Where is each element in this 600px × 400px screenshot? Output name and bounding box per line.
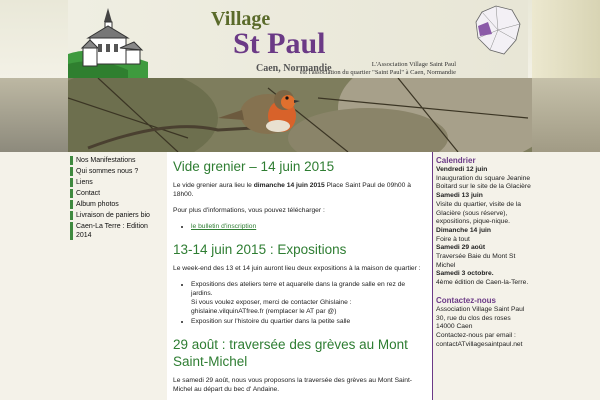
- nav-item-album-photos[interactable]: Album photos: [70, 200, 164, 209]
- nav-item-liens[interactable]: Liens: [70, 178, 164, 187]
- post-paragraph: [173, 181, 426, 199]
- nav-item-qui-sommes-nous[interactable]: Qui sommes nous ?: [70, 167, 164, 176]
- nav-item-paniers-bio[interactable]: Livraison de paniers bio: [70, 211, 164, 220]
- event-date: Samedi 13 juin: [436, 192, 483, 200]
- header: [0, 0, 600, 78]
- association-line1: L'Association Village Saint Paul: [371, 61, 456, 68]
- contact-heading: Contactez-nous: [436, 295, 496, 305]
- contact-line: 14000 Caen: [436, 323, 473, 331]
- calendar-event: [436, 166, 532, 192]
- nav-item-caen-la-terre[interactable]: Caen-La Terre : Edition 2014: [70, 222, 164, 240]
- event-date: Vendredi 12 juin: [436, 166, 488, 173]
- event-text: Visite du quartier, visite de la Glacière (sous réserve), expositions, pique-nique.: [436, 200, 522, 226]
- contact-line: Association Village Saint Paul: [436, 305, 525, 313]
- calendar-event: [436, 270, 532, 287]
- list-item: • Exposition sur l'histoire du quartier dans la petite salle: [191, 317, 426, 326]
- bulletin-link[interactable]: le bulletin d'inscription: [191, 223, 257, 230]
- banner-left-panel: [0, 78, 68, 152]
- list-item: [191, 222, 426, 231]
- contact-line: 30, rue du clos des roses: [436, 314, 511, 322]
- event-text: Foire à tout: [436, 235, 470, 243]
- post-date: dimanche 14 juin 2015: [253, 182, 325, 189]
- sidebar-nav: [70, 156, 164, 242]
- post-title[interactable]: 13-14 juin 2015 : Expositions: [173, 242, 347, 257]
- list-text: Expositions des ateliers terre et aquarelle dans la grande salle en rez de jardins.: [191, 281, 406, 297]
- post-title[interactable]: Vide grenier – 14 juin 2015: [173, 159, 335, 174]
- post-paragraph: Le samedi 29 août, nous vous proposons la traversée des grèves au Mont Saint-Michel au départ du bec d' Andaine.: [173, 377, 413, 393]
- site-title-stpaul: St Paul: [233, 27, 326, 60]
- post-paragraph: Pour plus d'informations, vous pouvez télécharger :: [173, 207, 325, 214]
- site-subtitle: Caen, Normandie: [256, 63, 332, 74]
- church-logo-icon: [68, 4, 148, 78]
- association-line2: est l'association du quartier "Saint Paul" à Caen, Normandie: [299, 69, 456, 76]
- nav-item-contact[interactable]: Contact: [70, 189, 164, 198]
- event-text: Inauguration du square Jeanine Boitard sur le site de la Glacière: [436, 174, 531, 191]
- contact-line: Contactez-nous par email :: [436, 331, 516, 339]
- main-content: [167, 152, 433, 400]
- post-list: [173, 280, 426, 326]
- logo-area: [68, 0, 528, 78]
- post-text: Le vide grenier aura lieu le: [173, 182, 252, 189]
- calendar-event: [436, 227, 532, 244]
- post-title[interactable]: 29 août : traversée des grèves au Mont Saint-Michel: [173, 337, 408, 369]
- contact-email: contactATvillagesaintpaul.net: [436, 340, 523, 348]
- robin-photo-icon: [68, 78, 532, 152]
- right-sidebar: [436, 156, 532, 349]
- district-map-icon: [472, 4, 524, 58]
- post-list: [173, 222, 426, 231]
- post-paragraph: Le week-end des 13 et 14 juin auront lieu deux expositions à la maison de quartier :: [173, 265, 421, 272]
- nav-item-manifestations[interactable]: Nos Manifestations: [70, 156, 164, 165]
- event-date: Dimanche 14 juin: [436, 226, 492, 234]
- event-date: Samedi 3 octobre.: [436, 270, 494, 278]
- post-text: Place Saint Paul de 09h00 à 18h00.: [173, 182, 411, 198]
- banner-right-panel: [532, 78, 600, 152]
- calendar-event: [436, 244, 532, 270]
- banner-robin-photo: [68, 78, 532, 152]
- list-text: Si vous voulez exposer, merci de contacter Ghislaine : ghislaine.vilquinATfree.fr (remplacer le AT par @): [191, 299, 352, 315]
- calendar-heading: Calendrier: [436, 156, 476, 165]
- event-date: Samedi 29 août: [436, 244, 486, 252]
- event-text: 4ème édition de Caen-la-Terre.: [436, 279, 529, 287]
- calendar-event: [436, 192, 532, 227]
- site-title-village: Village: [211, 8, 271, 30]
- list-item: [191, 280, 426, 316]
- event-text: Traversée Baie du Mont St Michel: [436, 253, 516, 269]
